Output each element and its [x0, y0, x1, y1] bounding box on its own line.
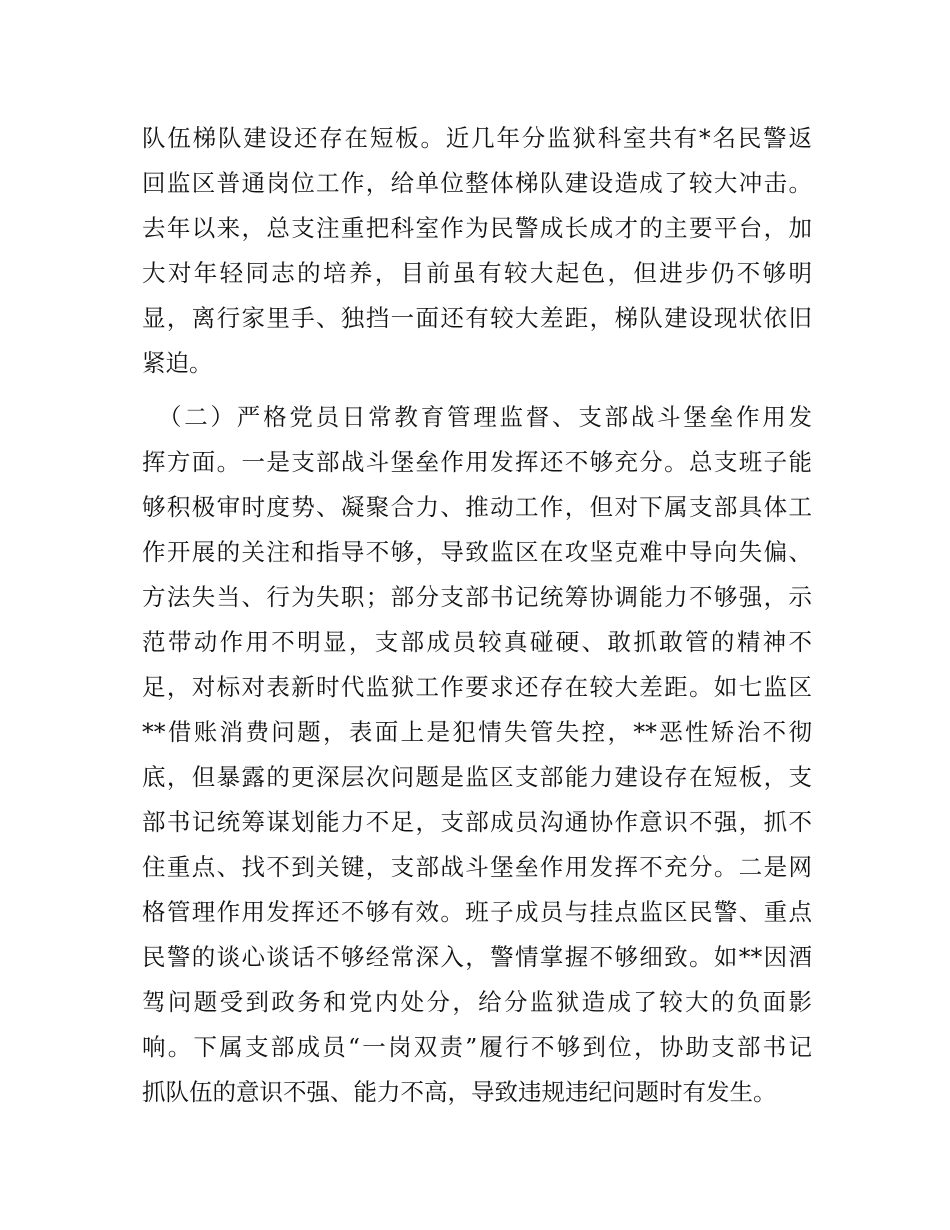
- text-line: 大对年轻同志的培养，目前虽有较大起色，但进步仍不够明: [142, 259, 812, 287]
- section-heading-line: （二）严格党员日常教育管理监督、支部战斗堡垒作用发: [158, 403, 812, 431]
- text-line: 驾问题受到政务和党内处分，给分监狱造成了较大的负面影: [142, 988, 812, 1016]
- paragraph-party-supervision: [142, 395, 812, 1115]
- paragraph-spacer: [142, 386, 812, 395]
- text-line: 回监区普通岗位工作，给单位整体梯队建设造成了较大冲击。: [142, 169, 812, 197]
- text-line: 够积极审时度势、凝聚合力、推动工作，但对下属支部具体工: [142, 493, 812, 521]
- text-line: 部书记统筹谋划能力不足，支部成员沟通协作意识不强，抓不: [142, 808, 812, 836]
- text-line: 响。下属支部成员“一岗双责”履行不够到位，协助支部书记: [142, 1033, 812, 1061]
- text-line: 去年以来，总支注重把科室作为民警成长成才的主要平台，加: [142, 214, 812, 242]
- paragraph-team-building: [142, 116, 812, 386]
- text-line: 足，对标对表新时代监狱工作要求还存在较大差距。如七监区: [142, 673, 812, 701]
- text-line: 方法失当、行为失职；部分支部书记统筹协调能力不够强，示: [142, 583, 812, 611]
- document-body: [142, 116, 812, 1115]
- text-line: 范带动作用不明显，支部成员较真碰硬、敢抓敢管的精神不: [142, 628, 812, 656]
- text-line: 作开展的关注和指导不够，导致监区在攻坚克难中导向失偏、: [142, 538, 812, 566]
- text-line: 格管理作用发挥还不够有效。班子成员与挂点监区民警、重点: [142, 898, 812, 926]
- text-line: 显，离行家里手、独挡一面还有较大差距，梯队建设现状依旧: [142, 304, 812, 332]
- text-line: 紧迫。: [142, 349, 213, 377]
- text-line: 挥方面。一是支部战斗堡垒作用发挥还不够充分。总支班子能: [142, 448, 812, 476]
- text-line: 抓队伍的意识不强、能力不高，导致违规违纪问题时有发生。: [142, 1078, 777, 1106]
- text-line: 民警的谈心谈话不够经常深入，警情掌握不够细致。如**因酒: [142, 943, 812, 971]
- text-line: **借账消费问题，表面上是犯情失管失控，**恶性矫治不彻: [142, 718, 812, 746]
- text-line: 队伍梯队建设还存在短板。近几年分监狱科室共有*名民警返: [142, 124, 812, 152]
- text-line: 住重点、找不到关键，支部战斗堡垒作用发挥不充分。二是网: [142, 853, 812, 881]
- text-line: 底，但暴露的更深层次问题是监区支部能力建设存在短板，支: [142, 763, 812, 791]
